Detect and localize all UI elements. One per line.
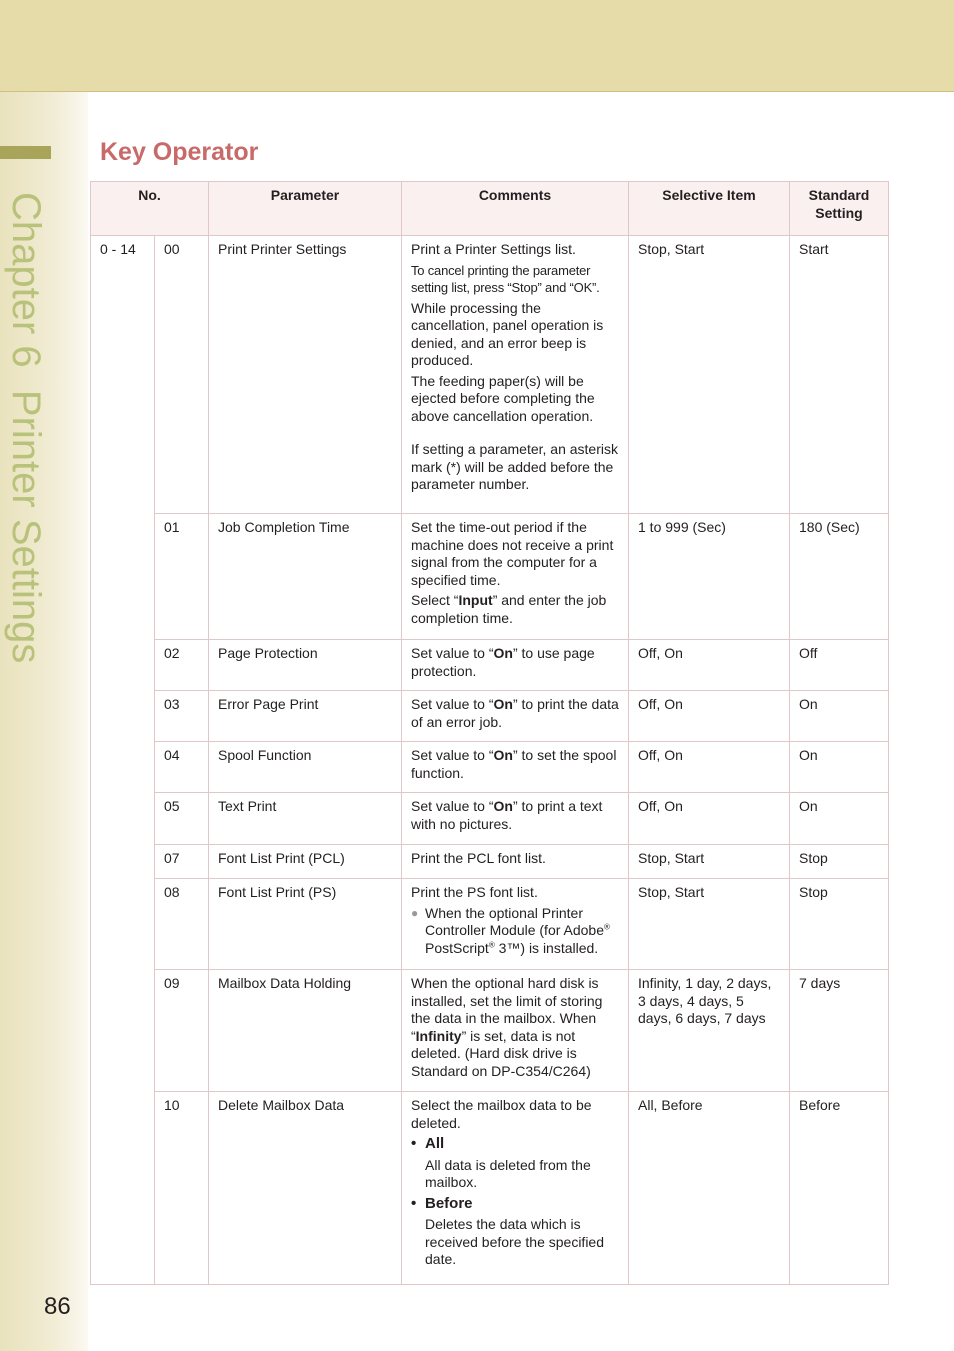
comment-text: Set the time-out period if the machine does not receive a print signal from the computer for a specified time.: [411, 519, 614, 588]
parameter-name: Page Protection: [209, 640, 402, 691]
table-row: [91, 691, 889, 742]
row-number: 09: [155, 970, 209, 1092]
comment-text: If setting a parameter, an asterisk mark (*) will be added before the parameter number.: [411, 441, 618, 492]
chapter-label: Chapter 6: [4, 192, 48, 368]
comments-cell: Set value to “On” to print a text with no pictures.: [402, 793, 629, 845]
row-number: 02: [155, 640, 209, 691]
header-band: [0, 0, 954, 92]
table-row: [91, 845, 889, 879]
standard-setting: On: [790, 793, 889, 845]
header-selective-item: Selective Item: [629, 182, 790, 236]
option-heading: • All: [411, 1135, 445, 1152]
table-row: [91, 236, 889, 514]
row-number: 08: [155, 879, 209, 970]
standard-setting: Before: [790, 1092, 889, 1285]
standard-setting: On: [790, 691, 889, 742]
standard-setting: 7 days: [790, 970, 889, 1092]
section-title: Key Operator: [100, 138, 259, 166]
table-row: [91, 742, 889, 793]
parameter-name: Font List Print (PCL): [209, 845, 402, 879]
selective-item: 1 to 999 (Sec): [629, 514, 790, 640]
chapter-heading: [4, 192, 48, 672]
key-operator-table: [90, 181, 889, 1285]
chapter-tab-marker: [0, 146, 51, 159]
table-row: [91, 970, 889, 1092]
parameter-name: Job Completion Time: [209, 514, 402, 640]
table-row: [91, 514, 889, 640]
comments-cell: [402, 236, 629, 514]
chapter-title: Printer Settings: [4, 389, 48, 664]
comment-text: Select the mailbox data to be deleted.: [411, 1097, 592, 1131]
note-item: ● When the optional Printer Controller Module (for Adobe® PostScript® 3™) is installed.: [411, 904, 610, 956]
standard-setting: 180 (Sec): [790, 514, 889, 640]
comments-cell: [402, 514, 629, 640]
standard-setting: Start: [790, 236, 889, 514]
comment-text: Print a Printer Settings list.: [411, 241, 576, 257]
table-row: [91, 1092, 889, 1285]
selective-item: Off, On: [629, 691, 790, 742]
standard-setting: Stop: [790, 879, 889, 970]
comments-cell: When the optional hard disk is installed, set the limit of storing the data in the mailbox. When “Infinity” is set, data is not deleted. (Hard disk drive is Standard on DP-C354/C264): [402, 970, 629, 1092]
row-number: 05: [155, 793, 209, 845]
comment-text: Print the PS font list.: [411, 884, 538, 900]
header-no: No.: [91, 182, 209, 236]
comments-cell: Set value to “On” to print the data of an error job.: [402, 691, 629, 742]
comment-text: To cancel printing the parameter setting list, press “Stop” and “OK”.: [411, 262, 600, 295]
header-comments: Comments: [402, 182, 629, 236]
parameter-name: Text Print: [209, 793, 402, 845]
group-number: 0 - 14: [91, 236, 155, 1285]
standard-setting: On: [790, 742, 889, 793]
selective-item: Off, On: [629, 640, 790, 691]
option-heading: • Before: [411, 1194, 473, 1212]
selective-item: Off, On: [629, 793, 790, 845]
option-description: Deletes the data which is received before the specified date.: [425, 1216, 604, 1267]
selective-item: Stop, Start: [629, 879, 790, 970]
comments-cell: Set value to “On” to use page protection.: [402, 640, 629, 691]
page-number: 86: [44, 1293, 71, 1320]
table-row: [91, 793, 889, 845]
standard-setting: Off: [790, 640, 889, 691]
selective-item: Stop, Start: [629, 236, 790, 514]
comment-text: While processing the cancellation, panel operation is denied, and an error beep is produced.: [411, 299, 604, 368]
row-number: 01: [155, 514, 209, 640]
table-header-row: [91, 182, 889, 236]
row-number: 10: [155, 1092, 209, 1285]
row-number: 04: [155, 742, 209, 793]
option-description: All data is deleted from the mailbox.: [425, 1156, 591, 1190]
row-number: 03: [155, 691, 209, 742]
bullet-icon: •: [411, 1135, 417, 1152]
header-standard-setting: Standard Setting: [790, 182, 889, 236]
comments-cell: [402, 879, 629, 970]
parameter-name: Print Printer Settings: [209, 236, 402, 514]
selective-item: Off, On: [629, 742, 790, 793]
bullet-circle-icon: ●: [411, 905, 419, 920]
table-row: [91, 640, 889, 691]
standard-setting: Stop: [790, 845, 889, 879]
selective-item: All, Before: [629, 1092, 790, 1285]
comment-text: Select “Input” and enter the job completion time.: [411, 592, 607, 626]
comments-cell: [402, 1092, 629, 1285]
parameter-name: Mailbox Data Holding: [209, 970, 402, 1092]
parameter-name: Font List Print (PS): [209, 879, 402, 970]
row-number: 00: [155, 236, 209, 514]
comment-text: The feeding paper(s) will be ejected before completing the above cancellation operation.: [411, 372, 595, 424]
row-number: 07: [155, 845, 209, 879]
bullet-icon: •: [411, 1194, 417, 1212]
header-parameter: Parameter: [209, 182, 402, 236]
parameter-name: Error Page Print: [209, 691, 402, 742]
parameter-name: Spool Function: [209, 742, 402, 793]
parameter-name: Delete Mailbox Data: [209, 1092, 402, 1285]
selective-item: Infinity, 1 day, 2 days, 3 days, 4 days, 5 days, 6 days, 7 days: [629, 970, 790, 1092]
selective-item: Stop, Start: [629, 845, 790, 879]
comments-cell: Set value to “On” to set the spool function.: [402, 742, 629, 793]
comments-cell: Print the PCL font list.: [402, 845, 629, 879]
table-row: [91, 879, 889, 970]
